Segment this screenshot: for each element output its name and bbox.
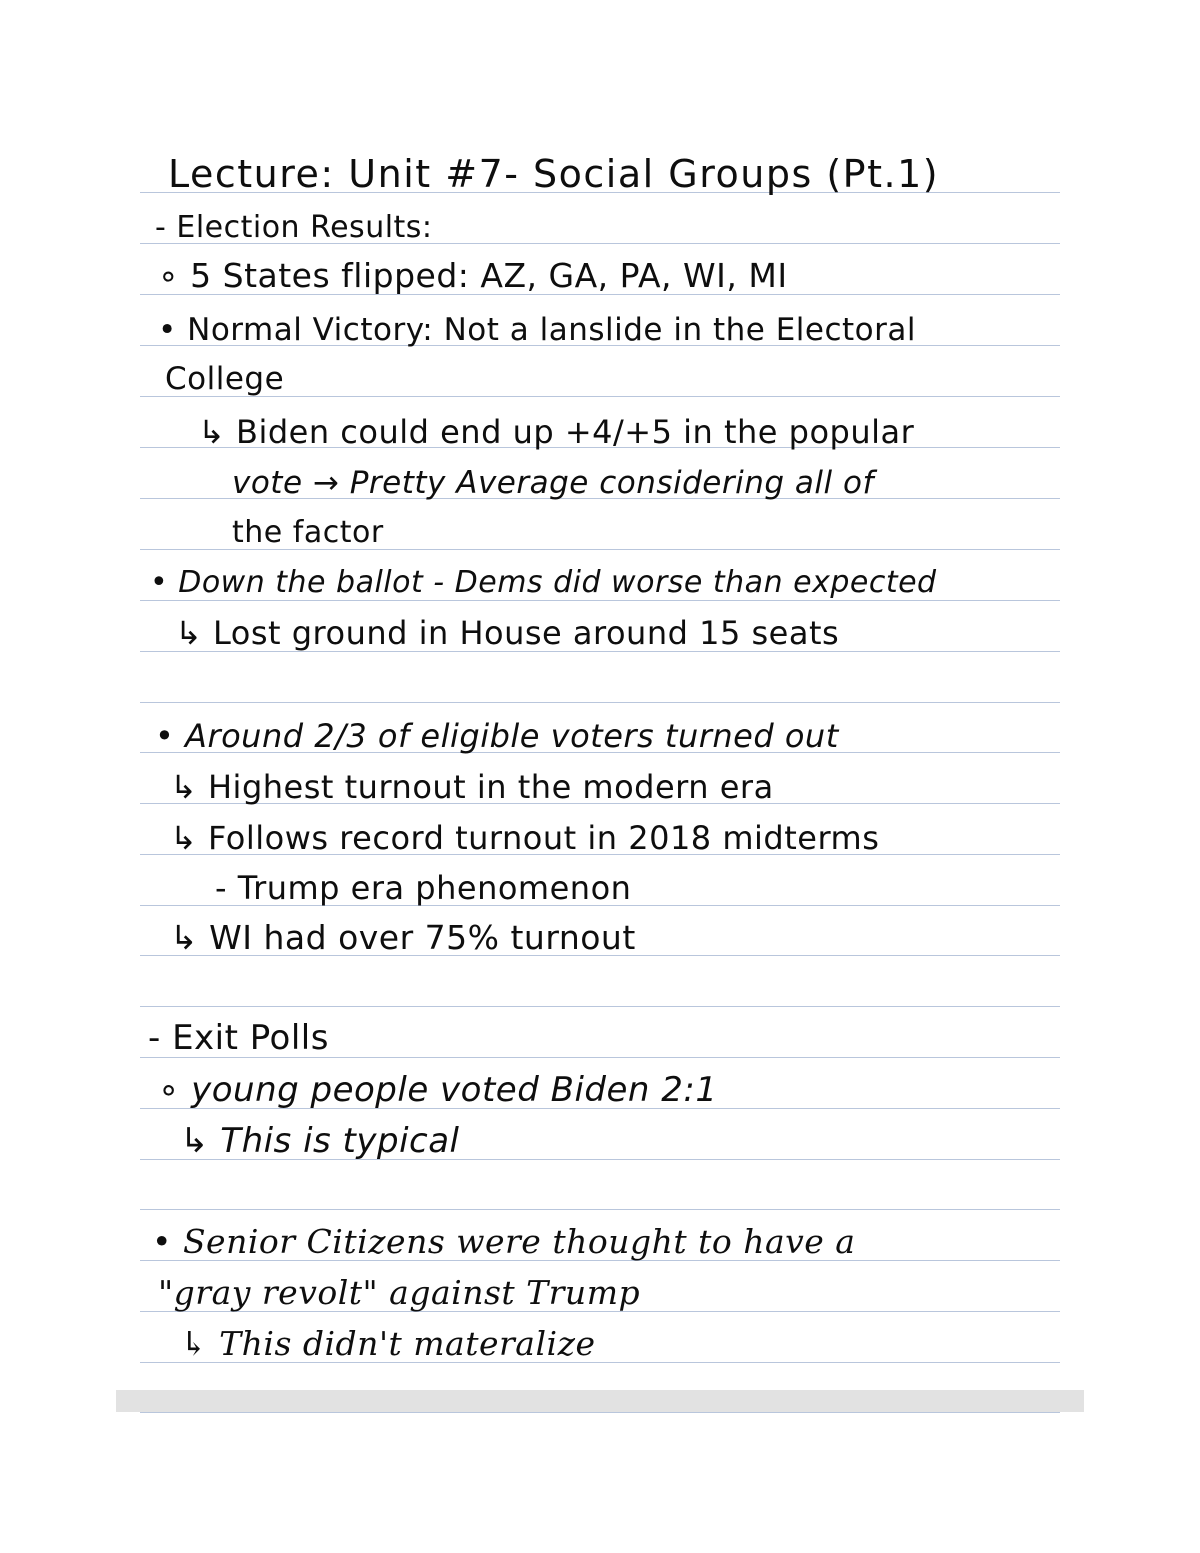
note-line: ↳ Biden could end up +4/+5 in the popular bbox=[198, 413, 915, 451]
note-line: ↳ This is typical bbox=[180, 1121, 460, 1161]
note-line: ∘ young people voted Biden 2:1 bbox=[158, 1070, 718, 1110]
note-title: Lecture: Unit #7- Social Groups (Pt.1) bbox=[168, 152, 940, 196]
ruled-line bbox=[140, 1006, 1060, 1007]
ruled-line bbox=[140, 702, 1060, 703]
note-line: vote → Pretty Average considering all of bbox=[232, 465, 874, 501]
note-heading-exit-polls: - Exit Polls bbox=[148, 1018, 329, 1058]
note-line: "gray revolt" against Trump bbox=[158, 1273, 641, 1312]
note-line: - Trump era phenomenon bbox=[215, 869, 632, 907]
ruled-line bbox=[140, 1412, 1060, 1413]
ruled-line bbox=[140, 1209, 1060, 1210]
note-heading-election-results: - Election Results: bbox=[155, 210, 433, 245]
note-line: the factor bbox=[232, 515, 384, 550]
note-line: ∘ 5 States flipped: AZ, GA, PA, WI, MI bbox=[158, 256, 788, 295]
note-line: • Around 2/3 of eligible voters turned out bbox=[155, 717, 839, 755]
note-line: ↳ WI had over 75% turnout bbox=[170, 918, 636, 957]
note-line: ↳ This didn't materalize bbox=[180, 1324, 596, 1363]
note-line: ↳ Lost ground in House around 15 seats bbox=[175, 614, 840, 652]
note-line: • Senior Citizens were thought to have a bbox=[152, 1222, 856, 1261]
note-line: • Down the ballot - Dems did worse than expected bbox=[150, 565, 937, 600]
note-line: College bbox=[165, 361, 285, 397]
note-line: • Normal Victory: Not a lanslide in the Electoral bbox=[158, 312, 916, 348]
note-line: ↳ Follows record turnout in 2018 midterms bbox=[170, 819, 880, 857]
note-line: ↳ Highest turnout in the modern era bbox=[170, 768, 774, 806]
page-bottom-band bbox=[116, 1390, 1084, 1412]
